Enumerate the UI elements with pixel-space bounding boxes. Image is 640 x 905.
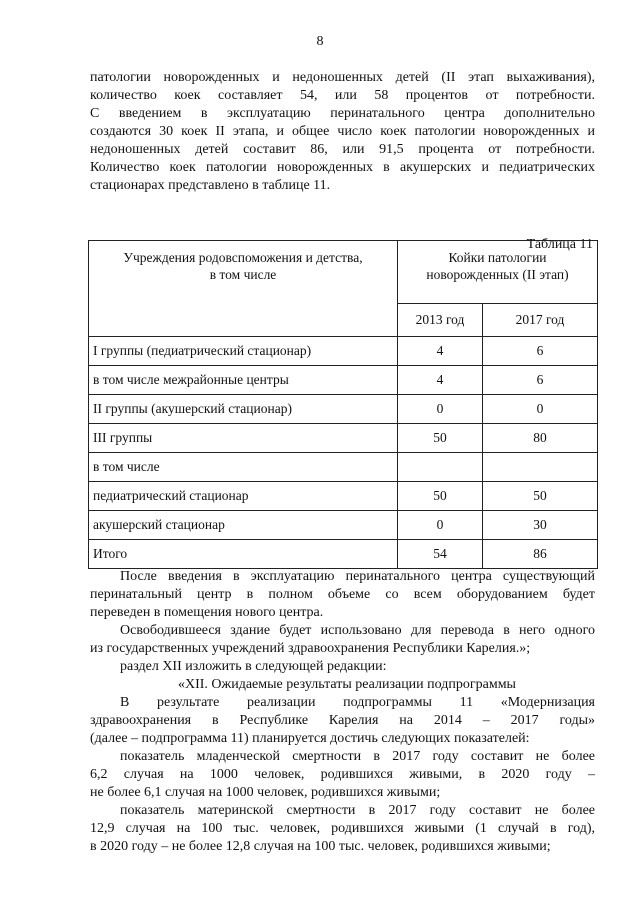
table-row bbox=[89, 395, 598, 424]
cell-2017: 50 bbox=[483, 482, 598, 511]
text-line: После введения в эксплуатацию перинатального центра существующий bbox=[120, 569, 595, 584]
row-label: педиатрический стационар bbox=[89, 482, 398, 511]
row-label: Итого bbox=[89, 540, 398, 569]
body-paragraph bbox=[90, 694, 595, 748]
row-label: в том числе межрайонные центры bbox=[89, 366, 398, 395]
table-row bbox=[89, 424, 598, 453]
text-line: показатель младенческой смертности в 2017 году составит не более bbox=[120, 749, 595, 764]
header-text: Учреждения родовспоможения и детства, bbox=[123, 250, 363, 265]
text-line: показатель материнской смертности в 2017 году составит не более bbox=[120, 803, 595, 818]
cell-2017: 6 bbox=[483, 366, 598, 395]
text-line: Освободившееся здание будет использовано для перевода в него одного bbox=[120, 623, 595, 638]
body-paragraph bbox=[90, 658, 595, 676]
row-label: в том числе bbox=[89, 453, 398, 482]
body-paragraph bbox=[90, 622, 595, 658]
table-header-beds bbox=[398, 241, 598, 304]
text-line: создаются 30 коек II этапа, и общее число коек патологии новорожденных и bbox=[90, 124, 595, 139]
row-label: I группы (педиатрический стационар) bbox=[89, 337, 398, 366]
text-line: (далее – подпрограмма 11) планируется достичь следующих показателей: bbox=[90, 731, 530, 746]
table-row-total bbox=[89, 540, 598, 569]
text-line: перинатальный центр в полном объеме со всем оборудованием будет bbox=[90, 587, 595, 602]
beds-table bbox=[88, 240, 598, 569]
table-row bbox=[89, 453, 598, 482]
header-text: новорожденных (II этап) bbox=[426, 267, 569, 282]
row-label: II группы (акушерский стационар) bbox=[89, 395, 398, 424]
text-line: переведен в помещения нового центра. bbox=[90, 605, 324, 620]
text-line: здравоохранения в Республике Карелия на 2014 – 2017 годы» bbox=[90, 713, 595, 728]
text-line: В результате реализации подпрограммы 11 «Модернизация bbox=[120, 695, 595, 710]
section-title-text: «XII. Ожидаемые результаты реализации подпрограммы bbox=[178, 677, 516, 692]
body-paragraph bbox=[90, 568, 595, 622]
text-line: недоношенных детей составит 86, или 91,5 процента от потребности. bbox=[90, 142, 595, 157]
text-line: из государственных учреждений здравоохранения Республики Карелия.»; bbox=[90, 641, 531, 656]
table-row bbox=[89, 482, 598, 511]
row-label: акушерский стационар bbox=[89, 511, 398, 540]
cell-2017 bbox=[483, 453, 598, 482]
text-line: патологии новорожденных и недоношенных детей (II этап выхаживания), bbox=[90, 70, 595, 85]
table-row bbox=[89, 337, 598, 366]
text-line: в 2020 году – не более 12,8 случая на 100 тыс. человек, родившихся живыми; bbox=[90, 839, 551, 854]
table-header-2017: 2017 год bbox=[483, 304, 598, 337]
cell-2013: 0 bbox=[398, 511, 483, 540]
cell-2013: 50 bbox=[398, 482, 483, 511]
text-line: стационарах представлено в таблице 11. bbox=[90, 178, 331, 193]
table-row bbox=[89, 511, 598, 540]
cell-2013 bbox=[398, 453, 483, 482]
cell-2013: 4 bbox=[398, 366, 483, 395]
text-line: 12,9 случая на 100 тыс. человек, родившихся живыми (1 случай в год), bbox=[90, 821, 595, 836]
table-row bbox=[89, 366, 598, 395]
table-header-2013: 2013 год bbox=[398, 304, 483, 337]
row-label: III группы bbox=[89, 424, 398, 453]
body-paragraph bbox=[90, 748, 595, 802]
text-line: 6,2 случая на 1000 человек, родившихся живыми, в 2020 году – bbox=[90, 767, 595, 782]
table-header-institutions bbox=[89, 241, 398, 337]
text-line: не более 6,1 случая на 1000 человек, родившихся живыми; bbox=[90, 785, 441, 800]
header-text: Койки патологии bbox=[448, 250, 547, 265]
section-instruction: раздел XII изложить в следующей редакции: bbox=[120, 659, 387, 674]
cell-2017: 80 bbox=[483, 424, 598, 453]
page-number: 8 bbox=[316, 34, 324, 49]
cell-2017: 0 bbox=[483, 395, 598, 424]
cell-2013: 50 bbox=[398, 424, 483, 453]
body-paragraph bbox=[90, 802, 595, 856]
cell-2013: 4 bbox=[398, 337, 483, 366]
text-line: Количество коек патологии новорожденных в акушерских и педиатрических bbox=[90, 160, 595, 175]
cell-2013: 54 bbox=[398, 540, 483, 569]
section-title bbox=[90, 676, 595, 694]
cell-2013: 0 bbox=[398, 395, 483, 424]
table-caption: Таблица 11 bbox=[526, 237, 593, 252]
header-text: в том числе bbox=[209, 267, 277, 282]
intro-paragraph bbox=[90, 69, 595, 195]
cell-2017: 30 bbox=[483, 511, 598, 540]
text-line: количество коек составляет 54, или 58 процентов от потребности. bbox=[90, 88, 595, 103]
cell-2017: 6 bbox=[483, 337, 598, 366]
text-line: С введением в эксплуатацию перинатального центра дополнительно bbox=[90, 106, 595, 121]
cell-2017: 86 bbox=[483, 540, 598, 569]
